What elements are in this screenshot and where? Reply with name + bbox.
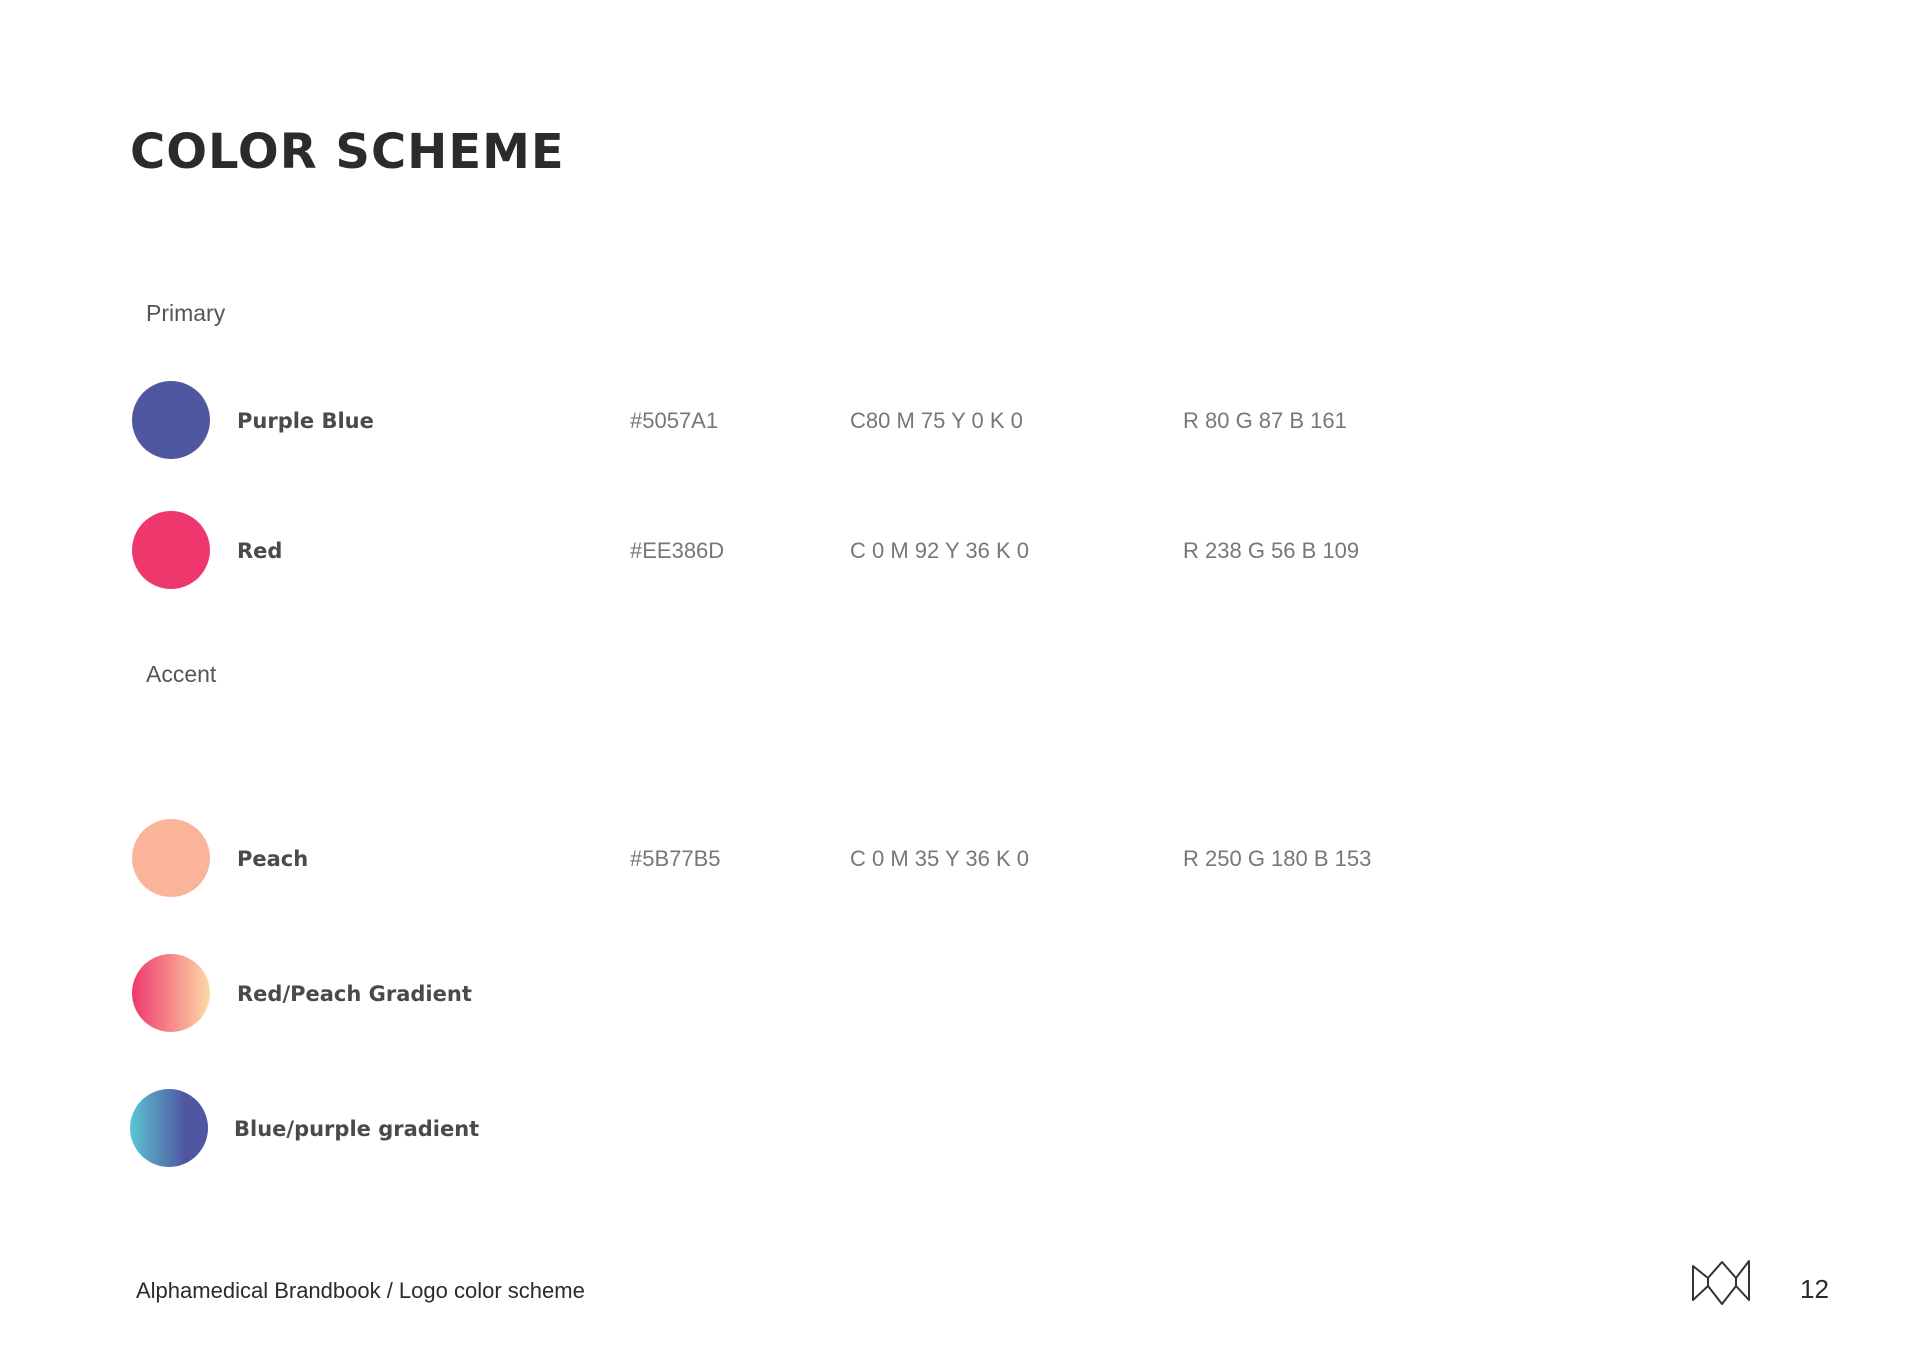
color-name: Blue/purple gradient xyxy=(234,1117,480,1141)
color-hex: #5B77B5 xyxy=(630,846,721,871)
color-name: Peach xyxy=(237,847,309,871)
color-name: Red/Peach Gradient xyxy=(237,982,472,1006)
color-rgb: R 238 G 56 B 109 xyxy=(1183,538,1360,563)
section-label-primary: Primary xyxy=(146,300,226,326)
color-hex: #EE386D xyxy=(630,538,725,563)
section-label-accent: Accent xyxy=(146,661,217,687)
color-swatch-blue-purple-gradient xyxy=(130,1089,208,1167)
alphamedical-logo-icon xyxy=(1690,1258,1752,1308)
color-rgb: R 250 G 180 B 153 xyxy=(1183,846,1372,871)
color-cmyk: C 0 M 92 Y 36 K 0 xyxy=(850,538,1029,563)
color-hex: #5057A1 xyxy=(630,408,719,433)
color-name: Red xyxy=(237,539,283,563)
color-swatch-peach xyxy=(132,819,210,897)
color-row-blue-purple-gradient xyxy=(0,1089,1920,1169)
color-row-purple-blue xyxy=(0,381,1920,461)
color-rgb: R 80 G 87 B 161 xyxy=(1183,408,1347,433)
color-name: Purple Blue xyxy=(237,409,374,433)
page-number: 12 xyxy=(1800,1274,1829,1304)
color-cmyk: C80 M 75 Y 0 K 0 xyxy=(850,408,1023,433)
page-title: COLOR SCHEME xyxy=(130,124,565,180)
footer-caption: Alphamedical Brandbook / Logo color scheme xyxy=(136,1278,585,1303)
color-swatch-red-peach-gradient xyxy=(132,954,210,1032)
color-row-peach xyxy=(0,819,1920,899)
color-swatch-purple-blue xyxy=(132,381,210,459)
color-cmyk: C 0 M 35 Y 36 K 0 xyxy=(850,846,1029,871)
color-row-red-peach-gradient xyxy=(0,954,1920,1034)
color-row-red xyxy=(0,511,1920,591)
color-swatch-red xyxy=(132,511,210,589)
